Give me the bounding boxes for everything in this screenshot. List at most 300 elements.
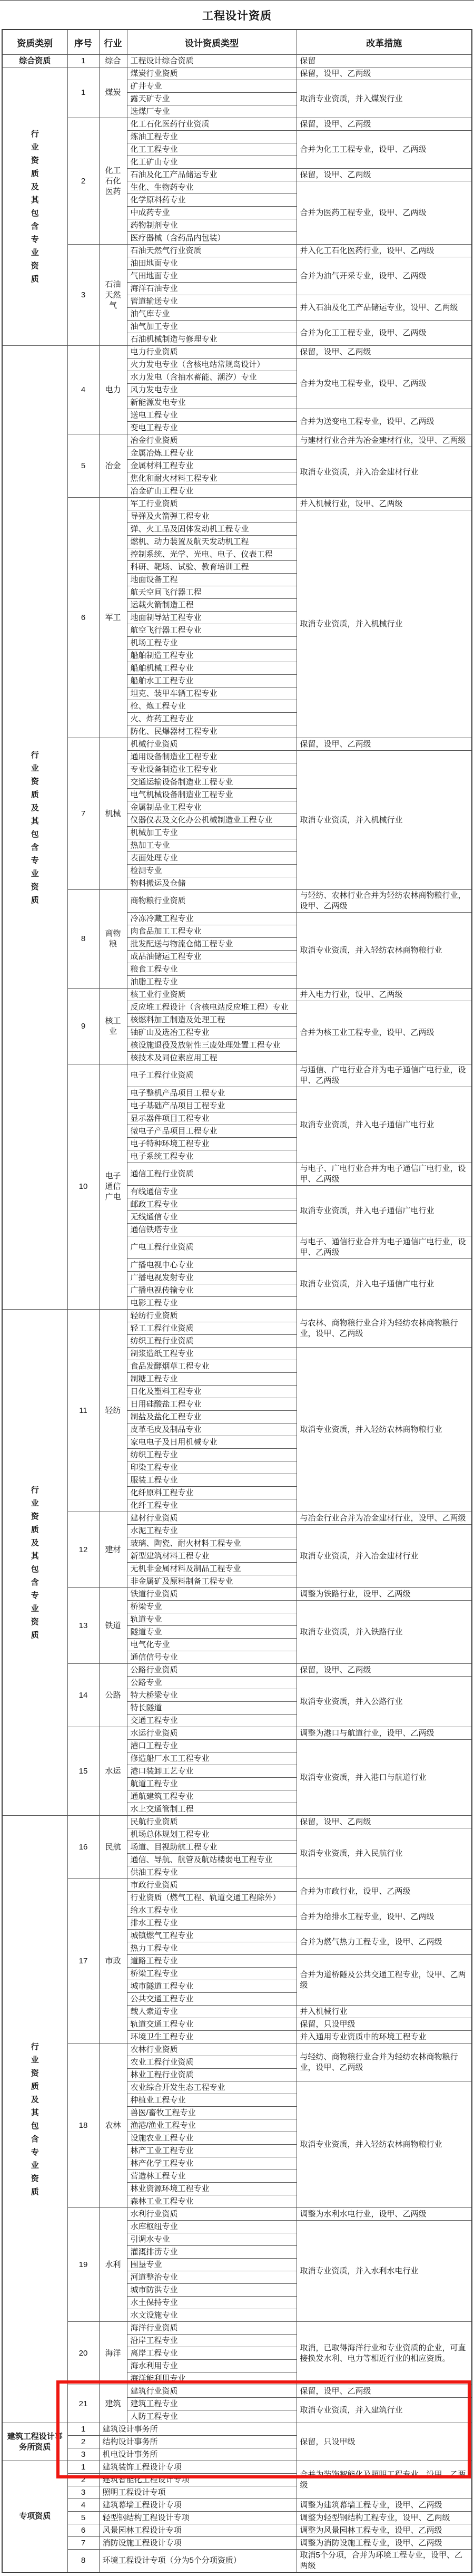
category-vertical-label: 行业资质及其包含专业资质: [31, 2042, 39, 2196]
type-cell: 金属材料工程专业: [127, 460, 297, 472]
type-cell: 油气库专业: [127, 308, 297, 321]
type-cell: 兽医/畜牧工程专业: [127, 2107, 297, 2119]
type-cell: 给水工程专业: [127, 1904, 297, 1917]
type-cell: 电力行业资质: [127, 346, 297, 359]
type-cell: 制盐及盐化工程专业: [127, 1411, 297, 1423]
type-cell: 日化及塑料工程专业: [127, 1386, 297, 1398]
type-cell: 医疗器械（含药品内包装）: [127, 232, 297, 245]
type-cell: 玻璃、陶瓷、耐火材料工程专业: [127, 1537, 297, 1550]
type-cell: 石油及化工产品储运专业: [127, 169, 297, 181]
serial-cell: 19: [67, 2208, 99, 2322]
table-row: [2, 1664, 472, 1677]
type-cell: 农林行业资质: [127, 2044, 297, 2056]
type-cell: 林产工业工程专业: [127, 2145, 297, 2157]
type-cell: 轻纺行业资质: [127, 1310, 297, 1322]
reform-cell: 取消，已取得海洋行业和专业资质的企业，可直接换发水利、电力等相近行业的相应资质。: [297, 2322, 472, 2385]
reform-cell: 合并为送变电工程专业，设甲、乙两级: [297, 409, 472, 434]
type-cell: 日用硅酸盐工程专业: [127, 1398, 297, 1411]
type-cell: 公路专业: [127, 1677, 297, 1689]
type-cell: 市政行业资质: [127, 1879, 297, 1892]
type-cell: 机场工程专业: [127, 637, 297, 650]
type-cell: 人防工程专业: [127, 2410, 297, 2423]
type-cell: 军工行业资质: [127, 498, 297, 510]
serial-cell: 21: [67, 2385, 99, 2423]
industry-cell: 水运: [99, 1727, 127, 1816]
type-cell: 制糖工程专业: [127, 1373, 297, 1386]
reform-cell: 调整为铁路行业，设甲、乙两级: [297, 1588, 472, 1601]
type-cell: 航空飞行器工程专业: [127, 624, 297, 637]
type-cell: 控制系统、光学、光电、电子、仪表工程: [127, 548, 297, 561]
type-cell: 水力发电（含抽水蓄能、潮汐）专业: [127, 371, 297, 384]
type-cell: 核设施退役及放射性三废处理处置工程专业: [127, 1039, 297, 1052]
type-cell: 船舶机械工程专业: [127, 662, 297, 675]
serial-cell: 1: [67, 55, 99, 67]
reform-cell: 取消专业资质，并入机械行业: [297, 751, 472, 890]
reform-cell: 合并为医药工程专业，设甲、乙两级: [297, 181, 472, 245]
reform-cell: 合并为市政行业，设甲、乙两级: [297, 1879, 472, 1904]
serial-cell: 4: [67, 2499, 99, 2512]
table-row: [2, 1879, 472, 1892]
type-cell: 桥梁工程专业: [127, 1968, 297, 1980]
table-row: [2, 2512, 472, 2524]
type-cell: 修造船厂水工工程专业: [127, 1752, 297, 1765]
industry-cell: 电力: [99, 346, 127, 434]
reform-cell: 与冶金行业合并为冶金建材行业，设甲、乙两级: [297, 1512, 472, 1525]
column-header-industry: 行业: [99, 30, 127, 55]
type-cell: 海水利用专业: [127, 2360, 297, 2372]
type-cell: 中成药专业: [127, 207, 297, 219]
table-row: [2, 1512, 472, 1525]
type-cell: 通航建筑工程专业: [127, 1790, 297, 1803]
type-cell: 火力发电专业（含核电站常规岛设计）: [127, 359, 297, 371]
industry-cell: 海洋: [99, 2322, 127, 2385]
type-cell: 露天矿专业: [127, 93, 297, 105]
table-row: [2, 2499, 472, 2512]
type-cell: 化工石化医药行业资质: [127, 118, 297, 131]
reform-cell: 与通信、广电行业合并为电子通信广电行业，设甲、乙两级: [297, 1064, 472, 1087]
type-cell: 排水工程专业: [127, 1917, 297, 1930]
qualification-table: [2, 29, 472, 2573]
type-cell: 热力工程专业: [127, 1942, 297, 1955]
page-title: 工程设计资质: [202, 10, 272, 22]
type-cell: 沿岸工程专业: [127, 2335, 297, 2347]
type-cell: 油气加工专业: [127, 321, 297, 333]
reform-cell: 合并为装饰智能化及照明工程专业，设甲、乙两级: [297, 2461, 472, 2499]
type-cell: 农业工程行业资质: [127, 2056, 297, 2069]
type-cell: 载人索道专业: [127, 2006, 297, 2018]
type-cell: 化工矿山专业: [127, 156, 297, 169]
serial-cell: 8: [67, 890, 99, 989]
type-cell: 公路行业资质: [127, 1664, 297, 1677]
type-cell: 机械加工专业: [127, 827, 297, 839]
type-cell: 农业综合开发生态工程专业: [127, 2081, 297, 2094]
type-cell: 船舶水工工程专业: [127, 675, 297, 687]
type-cell: 金属冶炼工程专业: [127, 447, 297, 460]
type-cell: 公共交通工程专业: [127, 1993, 297, 2006]
serial-cell: 2: [67, 2436, 99, 2448]
type-cell: 林业工程行业资质: [127, 2069, 297, 2081]
table-row: [2, 738, 472, 751]
table-row: [2, 2385, 472, 2398]
reform-cell: 与农林、商物粮行业合并为轻纺农林商物粮行业，设甲、乙两级: [297, 1310, 472, 1348]
industry-cell: 煤炭: [99, 67, 127, 118]
type-cell: 电子系统工程专业: [127, 1150, 297, 1163]
reform-cell: 取消专业资质，并入轻纺农林商物粮行业: [297, 1348, 472, 1512]
type-cell: 港口装卸工艺专业: [127, 1765, 297, 1778]
table-row: [2, 2208, 472, 2221]
serial-cell: 9: [67, 989, 99, 1064]
industry-cell: 铁道: [99, 1588, 127, 1664]
industry-cell: 电子通信广电: [99, 1064, 127, 1310]
table-row: [2, 2550, 472, 2573]
industry-cell: 轻纺: [99, 1310, 127, 1512]
name-cell: 轻型钢结构工程设计专项: [99, 2512, 297, 2524]
type-cell: 反应堆工程设计（含核电站反应堆工程）专业: [127, 1001, 297, 1014]
type-cell: 纺织工程行业资质: [127, 1335, 297, 1348]
reform-cell: 取消专业资质，并入公路行业: [297, 1677, 472, 1727]
type-cell: 化学原料药专业: [127, 194, 297, 207]
serial-cell: 18: [67, 2044, 99, 2208]
category-vertical-label: 行业资质及其包含专业资质: [31, 1485, 39, 1640]
type-cell: 特大桥梁专业: [127, 1689, 297, 1702]
serial-cell: 10: [67, 1064, 99, 1310]
type-cell: 电子特种环境工程专业: [127, 1138, 297, 1150]
table-row: [2, 1064, 472, 1087]
serial-cell: 1: [67, 67, 99, 118]
type-cell: 离岸工程专业: [127, 2347, 297, 2360]
type-cell: 新型建筑材料工程专业: [127, 1550, 297, 1563]
column-header-category: 资质类别: [2, 30, 67, 55]
type-cell: 化纤工程专业: [127, 1499, 297, 1512]
industry-cell: 市政: [99, 1879, 127, 2044]
reform-cell: 取消专业资质，并入机械行业: [297, 510, 472, 738]
type-cell: 建筑工程专业: [127, 2398, 297, 2410]
type-cell: 建材行业资质: [127, 1512, 297, 1525]
type-cell: 通信铁塔专业: [127, 1224, 297, 1236]
type-cell: 围垦专业: [127, 2259, 297, 2271]
reform-cell: 取消专业资质，并入港口与航道行业: [297, 1740, 472, 1816]
type-cell: 林业资源环境工程专业: [127, 2183, 297, 2195]
reform-cell: 保留，设甲、乙两级: [297, 118, 472, 131]
type-cell: 选煤厂专业: [127, 105, 297, 118]
type-cell: 港口工程专业: [127, 1740, 297, 1752]
type-cell: 航道工程专业: [127, 1778, 297, 1790]
reform-cell: 取消专业资质，并入电子通信广电行业: [297, 1259, 472, 1310]
reform-cell: 与建材行业合并为冶金建材行业，设甲、乙两级: [297, 434, 472, 447]
type-cell: 森林工业工程专业: [127, 2195, 297, 2208]
serial-cell: 15: [67, 1727, 99, 1816]
reform-cell: 保留，设甲、乙两级: [297, 1816, 472, 1828]
reform-cell: 并入机械行业，设甲、乙两级: [297, 498, 472, 510]
type-cell: 核燃料加工制造及处理工程: [127, 1014, 297, 1026]
table-row: [2, 67, 472, 80]
category-cell: [2, 346, 67, 1310]
type-cell: 铁道行业资质: [127, 1588, 297, 1601]
table-row: [2, 1588, 472, 1601]
serial-cell: 13: [67, 1588, 99, 1664]
type-cell: 科研、靶场、试验、教育培训工程: [127, 561, 297, 574]
type-cell: 专业设备制造业工程专业: [127, 763, 297, 776]
category-vertical-label: 行业资质及其包含专业资质: [31, 129, 39, 284]
serial-cell: 6: [67, 498, 99, 738]
type-cell: 道路工程专业: [127, 1955, 297, 1968]
type-cell: 电气机械设备制造业工程专业: [127, 789, 297, 801]
table-row: [2, 245, 472, 257]
name-cell: 机电设计事务所: [99, 2448, 297, 2461]
type-cell: 新能源发电专业: [127, 396, 297, 409]
serial-cell: 16: [67, 1816, 99, 1879]
serial-cell: 2: [67, 2474, 99, 2486]
type-cell: 河道整治专业: [127, 2271, 297, 2284]
reform-cell: 与电子、广电行业合并为电子通信广电行业，设甲、乙两级: [297, 1163, 472, 1186]
type-cell: 通信、导航、航管及航站楼弱电工程专业: [127, 1854, 297, 1866]
type-cell: 气田地面专业: [127, 270, 297, 283]
table-row: [2, 118, 472, 131]
category-cell: 专项资质: [2, 2461, 67, 2573]
reform-cell: 调整为水利水电行业，设甲、乙两级: [297, 2208, 472, 2221]
serial-cell: 3: [67, 245, 99, 346]
type-cell: 电影工程专业: [127, 1297, 297, 1310]
type-cell: 热加工专业: [127, 839, 297, 852]
type-cell: 航天空间飞行器工程: [127, 586, 297, 599]
type-cell: 化工工程专业: [127, 143, 297, 156]
industry-cell: 商物粮: [99, 890, 127, 989]
serial-cell: 1: [67, 2423, 99, 2436]
type-cell: 核技术及同位素应用工程: [127, 1052, 297, 1064]
type-cell: 服装工程专业: [127, 1474, 297, 1487]
reform-cell: 合并为燃气热力工程专业，设甲、乙两级: [297, 1930, 472, 1955]
column-header-no: 序号: [67, 30, 99, 55]
type-cell: 渔港/渔业工程专业: [127, 2119, 297, 2132]
table-row: [2, 498, 472, 510]
serial-cell: 20: [67, 2322, 99, 2385]
reform-cell: 并入电力行业，设甲、乙两级: [297, 989, 472, 1001]
type-cell: 广播电视传输专业: [127, 1284, 297, 1297]
reform-cell: 保留，设甲、乙两级: [297, 738, 472, 751]
reform-cell: 保留，设甲、乙两级: [297, 67, 472, 80]
industry-cell: 农林: [99, 2044, 127, 2208]
type-cell: 冶金行业资质: [127, 434, 297, 447]
name-cell: 环境工程设计专项（分为5个分项资质）: [99, 2550, 297, 2573]
type-cell: 林产化学工程专业: [127, 2157, 297, 2170]
table-row: [2, 989, 472, 1001]
serial-cell: 3: [67, 2448, 99, 2461]
reform-cell: 合并为道桥隧及公共交通工程专业，设甲、乙两级: [297, 1955, 472, 2006]
type-cell: 油田地面专业: [127, 257, 297, 270]
type-cell: 石油天然气行业资质: [127, 245, 297, 257]
type-cell: 油脂工程专业: [127, 976, 297, 989]
reform-cell: 取消专业资质，并入电子通信广电行业: [297, 1087, 472, 1163]
industry-cell: 综合: [99, 55, 127, 67]
type-cell: 火、炸药工程专业: [127, 713, 297, 725]
reform-cell: 取消专业资质，并入冶金建材行业: [297, 1525, 472, 1588]
table-row: [2, 2461, 472, 2474]
reform-cell: 合并为化工工程专业，设甲、乙两级: [297, 131, 472, 169]
type-cell: 化纤原料工程专业: [127, 1487, 297, 1499]
type-cell: 冶金矿山工程专业: [127, 485, 297, 498]
type-cell: 电气化专业: [127, 1639, 297, 1651]
reform-cell: 取消专业资质，并入铁路行业: [297, 1601, 472, 1664]
table-row: [2, 1816, 472, 1828]
type-cell: 地面制导站工程专业: [127, 612, 297, 624]
category-cell: 综合资质: [2, 55, 67, 67]
type-cell: 水泥工程专业: [127, 1525, 297, 1537]
reform-cell: 取消专业资质，并入冶金建材行业: [297, 447, 472, 498]
reform-cell: 调整为消防设施工程专业，设甲、乙两级: [297, 2537, 472, 2550]
type-cell: 核工业行业资质: [127, 989, 297, 1001]
serial-cell: 12: [67, 1512, 99, 1588]
type-cell: 桥梁专业: [127, 1601, 297, 1613]
serial-cell: 7: [67, 738, 99, 890]
table-row: [2, 2423, 472, 2436]
type-cell: 通信信号专业: [127, 1651, 297, 1664]
industry-cell: 军工: [99, 498, 127, 738]
type-cell: 工程设计综合资质: [127, 55, 297, 67]
reform-cell: 调整为轻型钢结构工程专业，设甲、乙两级: [297, 2512, 472, 2524]
type-cell: 仪器仪表及文化办公机械制造业工程专业: [127, 814, 297, 827]
type-cell: 水土保持专业: [127, 2297, 297, 2309]
category-cell: [2, 1310, 67, 1816]
type-cell: 印染工程专业: [127, 1461, 297, 1474]
serial-cell: 1: [67, 2461, 99, 2474]
type-cell: 管道输送专业: [127, 295, 297, 308]
reform-cell: 取消5个分项，合并为环境工程专业，设甲、乙两级: [297, 2550, 472, 2573]
type-cell: 有线通信专业: [127, 1186, 297, 1198]
serial-cell: 8: [67, 2550, 99, 2573]
type-cell: 通用设备制造业工程专业: [127, 751, 297, 763]
type-cell: 水文设施专业: [127, 2309, 297, 2322]
industry-cell: 水利: [99, 2208, 127, 2322]
table-row: [2, 2537, 472, 2550]
table-row: [2, 1310, 472, 1322]
table-row: [2, 55, 472, 67]
reform-cell: 与电子、通信行业合并为电子通信广电行业，设甲、乙两级: [297, 1236, 472, 1259]
type-cell: 建筑行业资质: [127, 2385, 297, 2398]
type-cell: 交通工程专业: [127, 1715, 297, 1727]
reform-cell: 合并为核工业工程专业，设甲、乙两级: [297, 1001, 472, 1064]
industry-cell: 冶金: [99, 434, 127, 498]
industry-cell: 石油天然气: [99, 245, 127, 346]
type-cell: 肉食品加工工程专业: [127, 925, 297, 938]
table-row: [2, 346, 472, 359]
type-cell: 弹、火工品及固体发动机工程专业: [127, 523, 297, 536]
type-cell: 显示器件项目工程专业: [127, 1112, 297, 1125]
serial-cell: 5: [67, 2512, 99, 2524]
industry-cell: 建材: [99, 1512, 127, 1588]
type-cell: 铀矿山及选冶工程专业: [127, 1026, 297, 1039]
reform-cell: 取消专业资质，并入建筑行业: [297, 2398, 472, 2423]
type-cell: 广播电视发射专业: [127, 1272, 297, 1284]
type-cell: 特长隧道: [127, 1702, 297, 1715]
type-cell: 家电电子及日用机械专业: [127, 1436, 297, 1449]
industry-cell: 民航: [99, 1816, 127, 1879]
type-cell: 微电子产品项目工程专业: [127, 1125, 297, 1138]
type-cell: 焦化和耐火材料工程专业: [127, 472, 297, 485]
column-header-type: 设计资质类型: [127, 30, 297, 55]
type-cell: 机械行业资质: [127, 738, 297, 751]
type-cell: 海洋能利用专业: [127, 2372, 297, 2385]
table-row: [2, 2044, 472, 2056]
type-cell: 水上交通管制工程: [127, 1803, 297, 1816]
reform-cell: 取消专业资质，并入煤炭行业: [297, 80, 472, 118]
serial-cell: 14: [67, 1664, 99, 1727]
reform-cell: 并入石油及化工产品储运专业，设甲、乙两级: [297, 295, 472, 321]
type-cell: 广电工程行业资质: [127, 1236, 297, 1259]
name-cell: 建筑设计事务所: [99, 2423, 297, 2436]
type-cell: 粮食工程专业: [127, 963, 297, 976]
type-cell: 枪、炮工程专业: [127, 700, 297, 713]
serial-cell: 4: [67, 346, 99, 434]
reform-cell: 取消专业资质，并入轻纺农林商物粮行业: [297, 2081, 472, 2208]
reform-cell: 调整为建筑幕墙工程专业，设甲、乙两级: [297, 2499, 472, 2512]
type-cell: 冷冻冷藏工程专业: [127, 913, 297, 925]
category-cell: [2, 67, 67, 346]
category-cell: [2, 1816, 67, 2423]
table-row: [2, 890, 472, 913]
type-cell: 检测专业: [127, 865, 297, 877]
type-cell: 行业资质（燃气工程、轨道交通工程除外）: [127, 1892, 297, 1904]
type-cell: 皮革毛皮及制品专业: [127, 1423, 297, 1436]
type-cell: 地面设备工程: [127, 574, 297, 586]
type-cell: 机场总体规划工程专业: [127, 1828, 297, 1841]
type-cell: 批发配送与物流仓储工程专业: [127, 938, 297, 951]
type-cell: 物料搬运及仓储: [127, 877, 297, 890]
type-cell: 纺织工程专业: [127, 1449, 297, 1461]
serial-cell: 2: [67, 118, 99, 245]
reform-cell: 合并为油气开采专业，设甲、乙两级: [297, 257, 472, 295]
type-cell: 燃机、动力装置及航天发动机工程: [127, 536, 297, 548]
name-cell: 照明工程设计专项: [99, 2486, 297, 2499]
serial-cell: 11: [67, 1310, 99, 1512]
type-cell: 城市防洪专业: [127, 2284, 297, 2297]
column-header-reform: 改革措施: [297, 30, 472, 55]
type-cell: 金属制品业工程专业: [127, 801, 297, 814]
reform-cell: 保留，设甲、乙两级: [297, 346, 472, 359]
serial-cell: 7: [67, 2537, 99, 2550]
type-cell: 送电工程专业: [127, 409, 297, 422]
type-cell: 通信工程行业资质: [127, 1163, 297, 1186]
type-cell: 城镇燃气工程专业: [127, 1930, 297, 1942]
type-cell: 交通运输设备制造业工程专业: [127, 776, 297, 789]
reform-cell: 保留，设甲、乙两级: [297, 2385, 472, 2398]
type-cell: 设施农业工程专业: [127, 2132, 297, 2145]
type-cell: 表面处理专业: [127, 852, 297, 865]
reform-cell: 取消专业资质，并入电子通信广电行业: [297, 1186, 472, 1236]
reform-cell: 合并为给排水工程专业，设甲、乙两级: [297, 1904, 472, 1930]
reform-cell: 保留，设甲、乙两级: [297, 169, 472, 181]
type-cell: 营造林工程专业: [127, 2170, 297, 2183]
reform-cell: 并入化工石化医药行业，设甲、乙两级: [297, 245, 472, 257]
reform-cell: 取消专业资质，并入民航行业: [297, 1828, 472, 1879]
serial-cell: 3: [67, 2486, 99, 2499]
type-cell: 灌溉排涝专业: [127, 2246, 297, 2259]
type-cell: 水运行业资质: [127, 1727, 297, 1740]
table-row: [2, 2322, 472, 2335]
name-cell: 建筑装饰工程设计专项: [99, 2461, 297, 2474]
reform-cell: 调整为风景园林工程专业，设甲、乙两级: [297, 2524, 472, 2537]
type-cell: 导弹及火箭弹工程专业: [127, 510, 297, 523]
type-cell: 轻工工程行业资质: [127, 1322, 297, 1335]
type-cell: 隧道专业: [127, 1626, 297, 1639]
type-cell: 防化、民爆器材工程专业: [127, 725, 297, 738]
serial-cell: 5: [67, 434, 99, 498]
type-cell: 水库枢纽专业: [127, 2221, 297, 2233]
table-row: [2, 1727, 472, 1740]
type-cell: 无机非金属材料及制品工程专业: [127, 1563, 297, 1575]
type-cell: 食品发酵烟草工程专业: [127, 1360, 297, 1373]
industry-cell: 核工业: [99, 989, 127, 1064]
reform-cell: 取消专业资质，并入水利水电行业: [297, 2221, 472, 2322]
